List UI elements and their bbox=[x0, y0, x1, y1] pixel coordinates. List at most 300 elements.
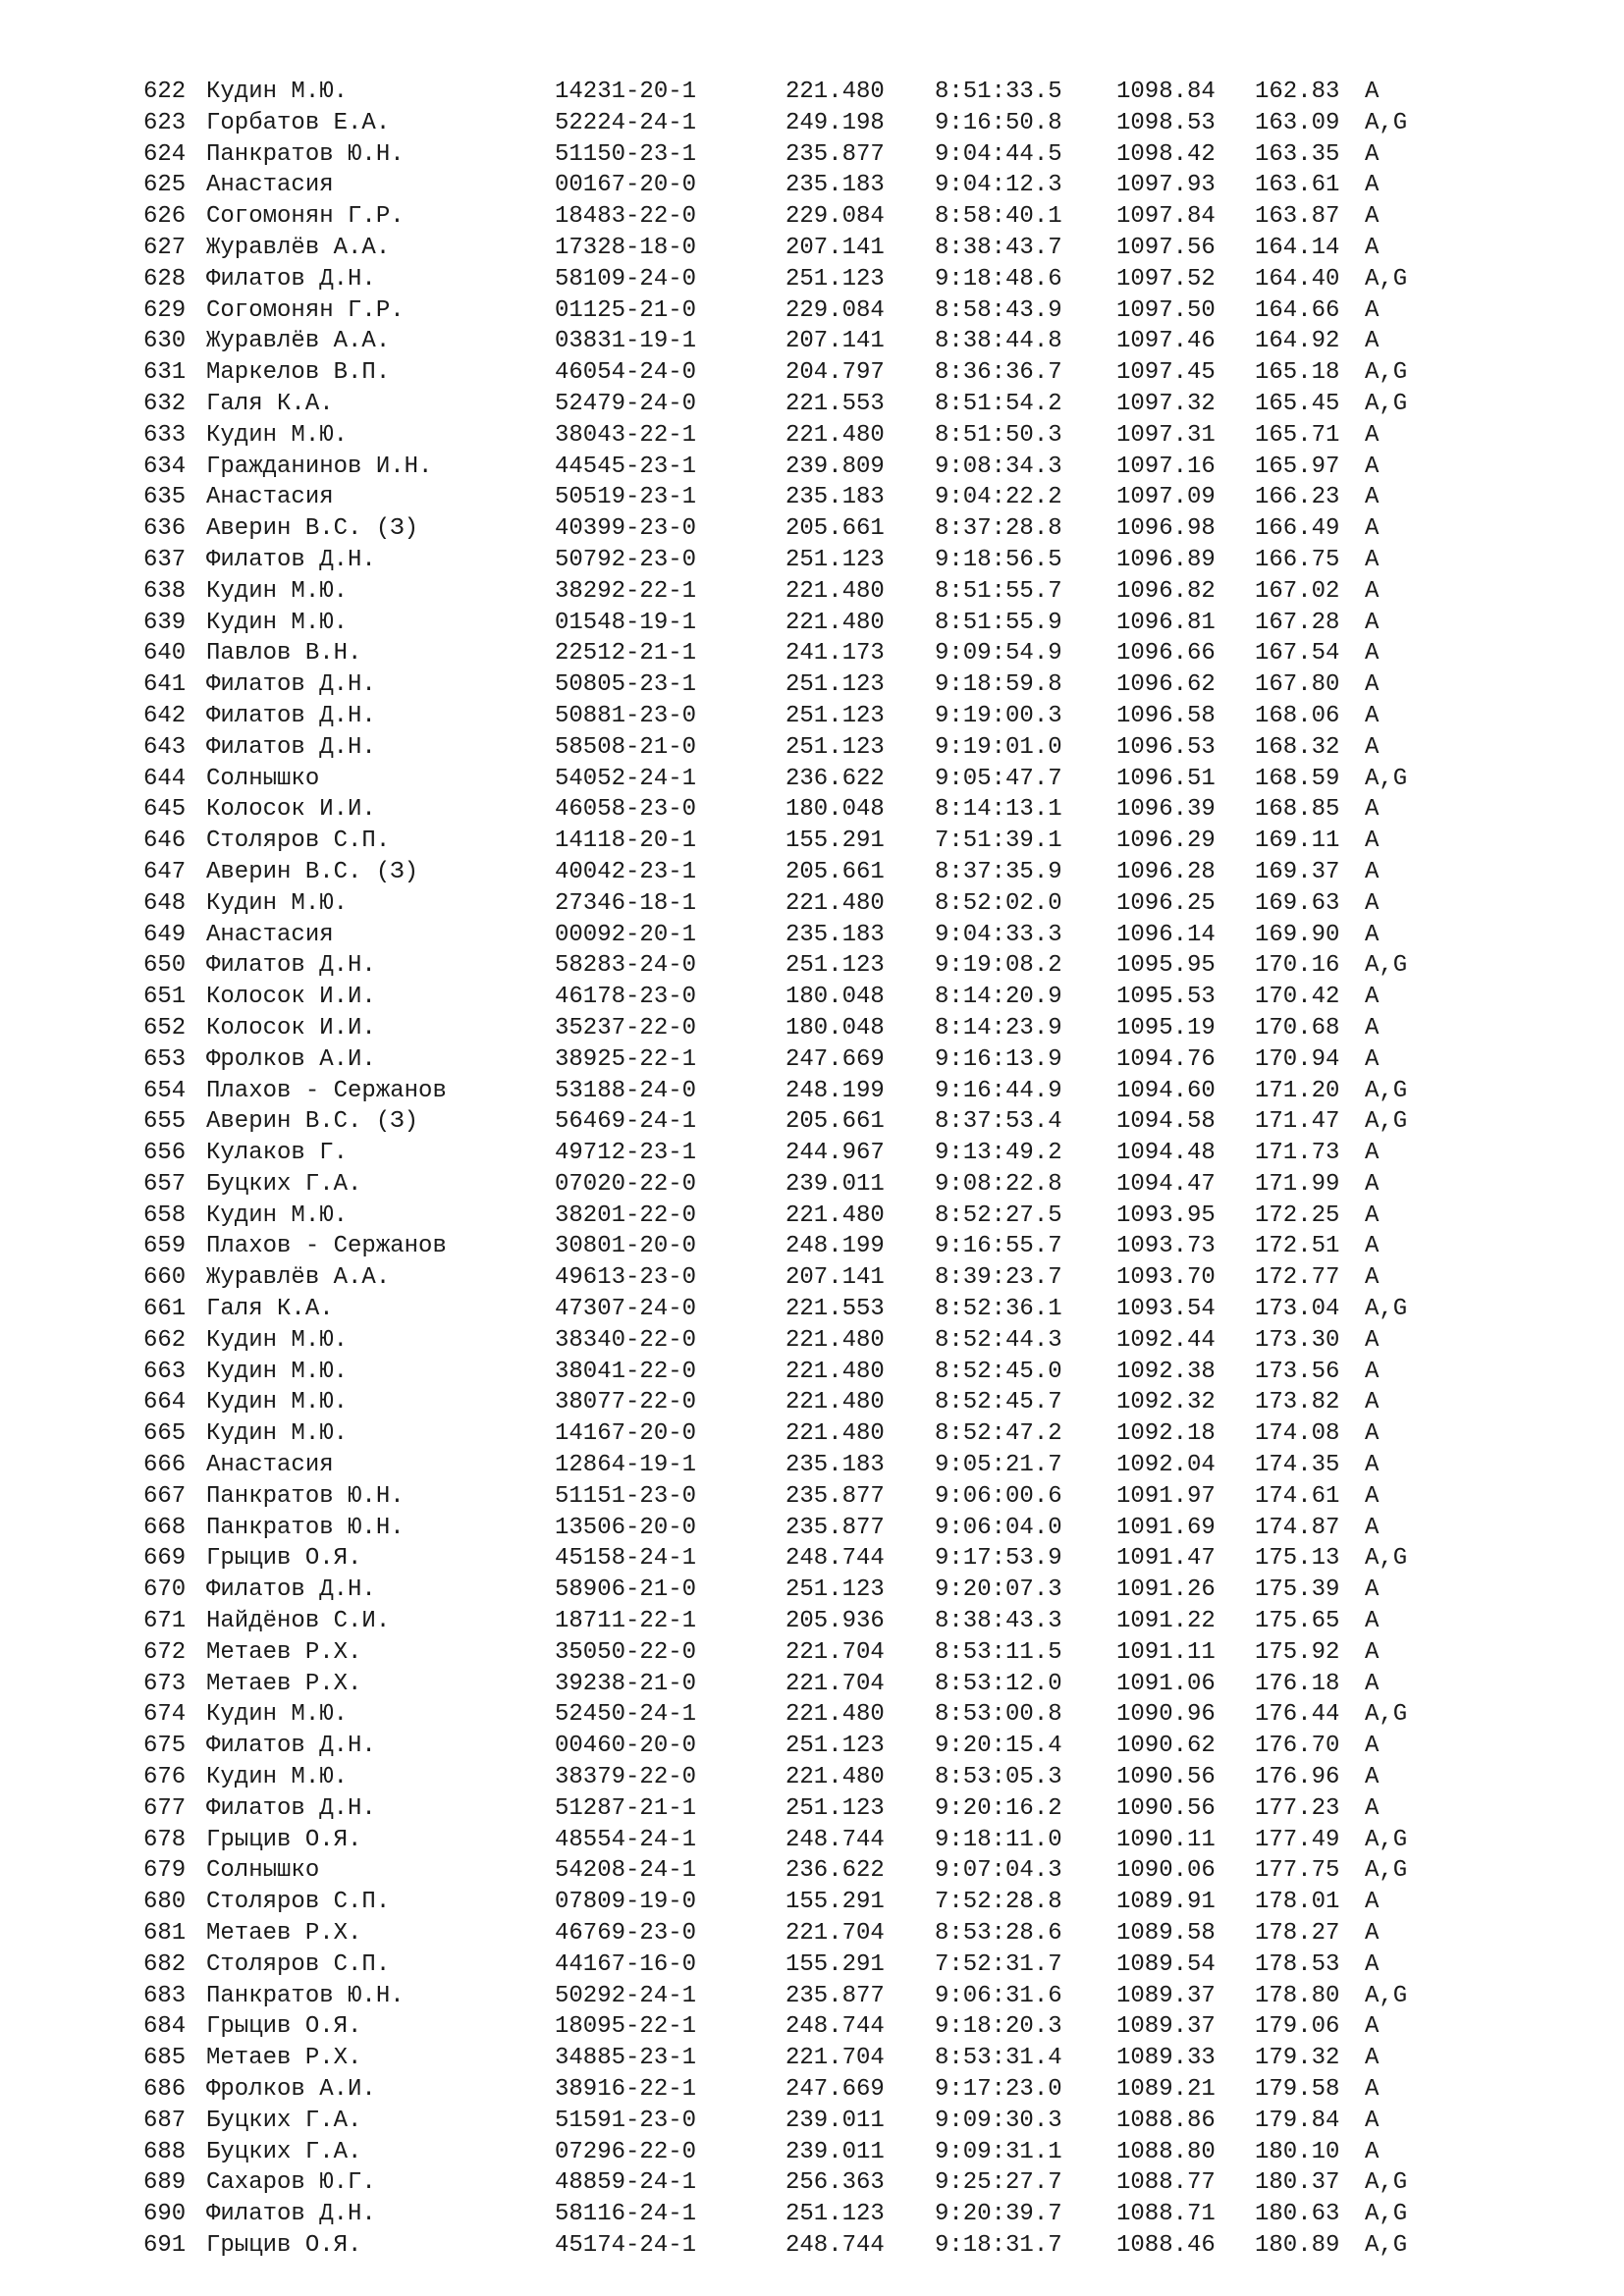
flags: A bbox=[1365, 1733, 1380, 1760]
row-number: 647 bbox=[143, 858, 187, 885]
speed: 1096.14 bbox=[1116, 921, 1216, 948]
coefficient: 168.59 bbox=[1255, 765, 1340, 792]
distance: 251.123 bbox=[785, 1794, 885, 1822]
coefficient: 167.80 bbox=[1255, 671, 1340, 699]
speed: 1091.97 bbox=[1116, 1482, 1216, 1510]
coefficient: 171.20 bbox=[1255, 1077, 1340, 1104]
fancier-name: Кудин М.Ю. bbox=[206, 1201, 349, 1229]
coefficient: 173.30 bbox=[1255, 1326, 1340, 1354]
flags: A,G bbox=[1365, 1826, 1408, 1853]
arrival-time: 9:05:21.7 bbox=[935, 1452, 1062, 1479]
ring-number: 39238-21-0 bbox=[555, 1670, 697, 1697]
fancier-name: Найдёнов С.И. bbox=[206, 1608, 391, 1635]
coefficient: 177.23 bbox=[1255, 1794, 1340, 1822]
ring-number: 22512-21-1 bbox=[555, 640, 697, 667]
arrival-time: 8:53:31.4 bbox=[935, 2045, 1062, 2072]
speed: 1089.37 bbox=[1116, 1982, 1216, 2009]
fancier-name: Грыцив О.Я. bbox=[206, 1826, 362, 1853]
flags: A bbox=[1365, 1764, 1380, 1791]
flags: A bbox=[1365, 1576, 1380, 1604]
distance: 155.291 bbox=[785, 1950, 885, 1978]
flags: A,G bbox=[1365, 1108, 1408, 1136]
fancier-name: Филатов Д.Н. bbox=[206, 546, 376, 573]
speed: 1090.56 bbox=[1116, 1794, 1216, 1822]
ring-number: 48554-24-1 bbox=[555, 1826, 697, 1853]
speed: 1096.82 bbox=[1116, 577, 1216, 605]
fancier-name: Плахов - Сержанов bbox=[206, 1233, 447, 1260]
row-number: 644 bbox=[143, 765, 187, 792]
ring-number: 51150-23-1 bbox=[555, 140, 697, 168]
row-number: 629 bbox=[143, 296, 187, 324]
flags: A bbox=[1365, 1045, 1380, 1073]
flags: A bbox=[1365, 234, 1380, 261]
coefficient: 172.25 bbox=[1255, 1201, 1340, 1229]
fancier-name: Кудин М.Ю. bbox=[206, 577, 349, 605]
distance: 249.198 bbox=[785, 109, 885, 136]
ring-number: 51287-21-1 bbox=[555, 1794, 697, 1822]
flags: A bbox=[1365, 546, 1380, 573]
row-number: 675 bbox=[143, 1733, 187, 1760]
ring-number: 40399-23-0 bbox=[555, 515, 697, 543]
speed: 1091.11 bbox=[1116, 1638, 1216, 1666]
coefficient: 163.35 bbox=[1255, 140, 1340, 168]
arrival-time: 8:52:02.0 bbox=[935, 889, 1062, 917]
row-number: 646 bbox=[143, 828, 187, 855]
row-number: 680 bbox=[143, 1889, 187, 1916]
distance: 247.669 bbox=[785, 2076, 885, 2103]
arrival-time: 8:51:54.2 bbox=[935, 390, 1062, 417]
row-number: 685 bbox=[143, 2045, 187, 2072]
coefficient: 174.87 bbox=[1255, 1514, 1340, 1541]
distance: 207.141 bbox=[785, 234, 885, 261]
speed: 1089.54 bbox=[1116, 1950, 1216, 1978]
ring-number: 07296-22-0 bbox=[555, 2138, 697, 2165]
coefficient: 174.61 bbox=[1255, 1482, 1340, 1510]
speed: 1095.95 bbox=[1116, 952, 1216, 980]
speed: 1093.54 bbox=[1116, 1296, 1216, 1323]
distance: 247.669 bbox=[785, 1045, 885, 1073]
flags: A bbox=[1365, 733, 1380, 761]
speed: 1096.98 bbox=[1116, 515, 1216, 543]
coefficient: 180.10 bbox=[1255, 2138, 1340, 2165]
coefficient: 178.80 bbox=[1255, 1982, 1340, 2009]
distance: 207.141 bbox=[785, 1264, 885, 1292]
speed: 1090.06 bbox=[1116, 1857, 1216, 1885]
arrival-time: 8:52:36.1 bbox=[935, 1296, 1062, 1323]
flags: A bbox=[1365, 1389, 1380, 1416]
arrival-time: 9:19:08.2 bbox=[935, 952, 1062, 980]
coefficient: 171.99 bbox=[1255, 1170, 1340, 1198]
ring-number: 38292-22-1 bbox=[555, 577, 697, 605]
flags: A,G bbox=[1365, 1296, 1408, 1323]
distance: 221.704 bbox=[785, 1670, 885, 1697]
distance: 221.480 bbox=[785, 1701, 885, 1729]
ring-number: 07809-19-0 bbox=[555, 1889, 697, 1916]
flags: A bbox=[1365, 2107, 1380, 2134]
speed: 1094.47 bbox=[1116, 1170, 1216, 1198]
flags: A bbox=[1365, 1233, 1380, 1260]
ring-number: 03831-19-1 bbox=[555, 328, 697, 355]
arrival-time: 9:20:16.2 bbox=[935, 1794, 1062, 1822]
distance: 251.123 bbox=[785, 702, 885, 729]
row-number: 635 bbox=[143, 484, 187, 511]
row-number: 671 bbox=[143, 1608, 187, 1635]
ring-number: 01125-21-0 bbox=[555, 296, 697, 324]
fancier-name: Кудин М.Ю. bbox=[206, 889, 349, 917]
flags: A bbox=[1365, 2076, 1380, 2103]
arrival-time: 8:14:20.9 bbox=[935, 984, 1062, 1011]
speed: 1097.09 bbox=[1116, 484, 1216, 511]
ring-number: 00092-20-1 bbox=[555, 921, 697, 948]
coefficient: 165.97 bbox=[1255, 453, 1340, 480]
distance: 251.123 bbox=[785, 2201, 885, 2228]
arrival-time: 8:51:55.7 bbox=[935, 577, 1062, 605]
row-number: 645 bbox=[143, 796, 187, 824]
fancier-name: Метаев Р.Х. bbox=[206, 1638, 362, 1666]
arrival-time: 9:17:23.0 bbox=[935, 2076, 1062, 2103]
distance: 235.877 bbox=[785, 1514, 885, 1541]
speed: 1097.46 bbox=[1116, 328, 1216, 355]
arrival-time: 8:37:53.4 bbox=[935, 1108, 1062, 1136]
flags: A bbox=[1365, 1950, 1380, 1978]
row-number: 664 bbox=[143, 1389, 187, 1416]
coefficient: 166.49 bbox=[1255, 515, 1340, 543]
flags: A bbox=[1365, 1358, 1380, 1385]
speed: 1098.53 bbox=[1116, 109, 1216, 136]
coefficient: 165.71 bbox=[1255, 421, 1340, 449]
coefficient: 167.54 bbox=[1255, 640, 1340, 667]
flags: A bbox=[1365, 515, 1380, 543]
arrival-time: 9:08:34.3 bbox=[935, 453, 1062, 480]
arrival-time: 9:09:54.9 bbox=[935, 640, 1062, 667]
arrival-time: 8:58:40.1 bbox=[935, 203, 1062, 231]
flags: A bbox=[1365, 1482, 1380, 1510]
distance: 229.084 bbox=[785, 296, 885, 324]
flags: A bbox=[1365, 1014, 1380, 1041]
arrival-time: 8:38:43.3 bbox=[935, 1608, 1062, 1635]
distance: 248.199 bbox=[785, 1233, 885, 1260]
distance: 235.877 bbox=[785, 1482, 885, 1510]
distance: 221.480 bbox=[785, 1358, 885, 1385]
fancier-name: Колосок И.И. bbox=[206, 1014, 376, 1041]
flags: A bbox=[1365, 1608, 1380, 1635]
arrival-time: 8:51:50.3 bbox=[935, 421, 1062, 449]
coefficient: 165.45 bbox=[1255, 390, 1340, 417]
fancier-name: Кудин М.Ю. bbox=[206, 1326, 349, 1354]
distance: 248.744 bbox=[785, 2013, 885, 2041]
ring-number: 35237-22-0 bbox=[555, 1014, 697, 1041]
speed: 1090.11 bbox=[1116, 1826, 1216, 1853]
flags: A bbox=[1365, 1670, 1380, 1697]
speed: 1098.84 bbox=[1116, 79, 1216, 105]
flags: A bbox=[1365, 1638, 1380, 1666]
distance: 180.048 bbox=[785, 984, 885, 1011]
row-number: 651 bbox=[143, 984, 187, 1011]
row-number: 627 bbox=[143, 234, 187, 261]
ring-number: 46769-23-0 bbox=[555, 1920, 697, 1948]
row-number: 660 bbox=[143, 1264, 187, 1292]
arrival-time: 9:18:31.7 bbox=[935, 2231, 1062, 2259]
flags: A bbox=[1365, 140, 1380, 168]
row-number: 684 bbox=[143, 2013, 187, 2041]
speed: 1096.89 bbox=[1116, 546, 1216, 573]
ring-number: 46058-23-0 bbox=[555, 796, 697, 824]
ring-number: 58906-21-0 bbox=[555, 1576, 697, 1604]
distance: 251.123 bbox=[785, 1576, 885, 1604]
flags: A bbox=[1365, 79, 1380, 105]
flags: A,G bbox=[1365, 952, 1408, 980]
flags: A bbox=[1365, 172, 1380, 199]
flags: A bbox=[1365, 2045, 1380, 2072]
ring-number: 47307-24-0 bbox=[555, 1296, 697, 1323]
coefficient: 169.37 bbox=[1255, 858, 1340, 885]
ring-number: 35050-22-0 bbox=[555, 1638, 697, 1666]
ring-number: 58283-24-0 bbox=[555, 952, 697, 980]
speed: 1098.42 bbox=[1116, 140, 1216, 168]
speed: 1097.32 bbox=[1116, 390, 1216, 417]
fancier-name: Галя К.А. bbox=[206, 1296, 334, 1323]
row-number: 682 bbox=[143, 1950, 187, 1978]
coefficient: 180.89 bbox=[1255, 2231, 1340, 2259]
flags: A bbox=[1365, 640, 1380, 667]
ring-number: 45174-24-1 bbox=[555, 2231, 697, 2259]
flags: A bbox=[1365, 1326, 1380, 1354]
flags: A,G bbox=[1365, 1982, 1408, 2009]
flags: A,G bbox=[1365, 2169, 1408, 2197]
fancier-name: Гражданинов И.Н. bbox=[206, 453, 433, 480]
row-number: 656 bbox=[143, 1140, 187, 1167]
row-number: 654 bbox=[143, 1077, 187, 1104]
row-number: 649 bbox=[143, 921, 187, 948]
fancier-name: Галя К.А. bbox=[206, 390, 334, 417]
row-number: 665 bbox=[143, 1420, 187, 1448]
flags: A bbox=[1365, 1452, 1380, 1479]
fancier-name: Аверин В.С. (З) bbox=[206, 858, 419, 885]
coefficient: 164.40 bbox=[1255, 265, 1340, 293]
distance: 235.183 bbox=[785, 484, 885, 511]
coefficient: 178.27 bbox=[1255, 1920, 1340, 1948]
ring-number: 38077-22-0 bbox=[555, 1389, 697, 1416]
row-number: 633 bbox=[143, 421, 187, 449]
ring-number: 58116-24-1 bbox=[555, 2201, 697, 2228]
row-number: 648 bbox=[143, 889, 187, 917]
distance: 180.048 bbox=[785, 796, 885, 824]
flags: A bbox=[1365, 1514, 1380, 1541]
arrival-time: 7:52:28.8 bbox=[935, 1889, 1062, 1916]
distance: 229.084 bbox=[785, 203, 885, 231]
coefficient: 174.08 bbox=[1255, 1420, 1340, 1448]
speed: 1097.45 bbox=[1116, 359, 1216, 387]
speed: 1088.46 bbox=[1116, 2231, 1216, 2259]
coefficient: 164.92 bbox=[1255, 328, 1340, 355]
arrival-time: 8:39:23.7 bbox=[935, 1264, 1062, 1292]
speed: 1092.32 bbox=[1116, 1389, 1216, 1416]
row-number: 666 bbox=[143, 1452, 187, 1479]
arrival-time: 7:51:39.1 bbox=[935, 828, 1062, 855]
speed: 1091.22 bbox=[1116, 1608, 1216, 1635]
arrival-time: 8:38:43.7 bbox=[935, 234, 1062, 261]
arrival-time: 8:37:35.9 bbox=[935, 858, 1062, 885]
fancier-name: Грыцив О.Я. bbox=[206, 2013, 362, 2041]
fancier-name: Столяров С.П. bbox=[206, 1950, 391, 1978]
ring-number: 00460-20-0 bbox=[555, 1733, 697, 1760]
arrival-time: 8:14:13.1 bbox=[935, 796, 1062, 824]
ring-number: 30801-20-0 bbox=[555, 1233, 697, 1260]
speed: 1088.77 bbox=[1116, 2169, 1216, 2197]
ring-number: 00167-20-0 bbox=[555, 172, 697, 199]
row-number: 640 bbox=[143, 640, 187, 667]
coefficient: 175.39 bbox=[1255, 1576, 1340, 1604]
flags: A bbox=[1365, 577, 1380, 605]
coefficient: 167.28 bbox=[1255, 609, 1340, 636]
ring-number: 14231-20-1 bbox=[555, 79, 697, 105]
distance: 205.936 bbox=[785, 1608, 885, 1635]
speed: 1089.91 bbox=[1116, 1889, 1216, 1916]
fancier-name: Буцких Г.А. bbox=[206, 1170, 362, 1198]
arrival-time: 9:04:44.5 bbox=[935, 140, 1062, 168]
speed: 1089.58 bbox=[1116, 1920, 1216, 1948]
ring-number: 49613-23-0 bbox=[555, 1264, 697, 1292]
arrival-time: 8:37:28.8 bbox=[935, 515, 1062, 543]
arrival-time: 8:51:33.5 bbox=[935, 79, 1062, 105]
coefficient: 171.73 bbox=[1255, 1140, 1340, 1167]
speed: 1092.38 bbox=[1116, 1358, 1216, 1385]
coefficient: 170.42 bbox=[1255, 984, 1340, 1011]
arrival-time: 9:13:49.2 bbox=[935, 1140, 1062, 1167]
fancier-name: Панкратов Ю.Н. bbox=[206, 1982, 405, 2009]
distance: 221.553 bbox=[785, 1296, 885, 1323]
distance: 221.480 bbox=[785, 577, 885, 605]
distance: 205.661 bbox=[785, 515, 885, 543]
ring-number: 56469-24-1 bbox=[555, 1108, 697, 1136]
distance: 251.123 bbox=[785, 671, 885, 699]
arrival-time: 9:18:56.5 bbox=[935, 546, 1062, 573]
arrival-time: 9:04:22.2 bbox=[935, 484, 1062, 511]
flags: A bbox=[1365, 453, 1380, 480]
arrival-time: 8:36:36.7 bbox=[935, 359, 1062, 387]
row-number: 628 bbox=[143, 265, 187, 293]
ring-number: 12864-19-1 bbox=[555, 1452, 697, 1479]
flags: A bbox=[1365, 921, 1380, 948]
row-number: 676 bbox=[143, 1764, 187, 1791]
speed: 1090.96 bbox=[1116, 1701, 1216, 1729]
distance: 235.877 bbox=[785, 140, 885, 168]
distance: 221.704 bbox=[785, 2045, 885, 2072]
row-number: 653 bbox=[143, 1045, 187, 1073]
flags: A,G bbox=[1365, 1857, 1408, 1885]
row-number: 634 bbox=[143, 453, 187, 480]
speed: 1092.04 bbox=[1116, 1452, 1216, 1479]
fancier-name: Согомонян Г.Р. bbox=[206, 296, 405, 324]
fancier-name: Маркелов В.П. bbox=[206, 359, 391, 387]
ring-number: 52450-24-1 bbox=[555, 1701, 697, 1729]
flags: A,G bbox=[1365, 1545, 1408, 1573]
fancier-name: Горбатов Е.А. bbox=[206, 109, 391, 136]
speed: 1089.21 bbox=[1116, 2076, 1216, 2103]
distance: 221.704 bbox=[785, 1920, 885, 1948]
fancier-name: Филатов Д.Н. bbox=[206, 1794, 376, 1822]
distance: 204.797 bbox=[785, 359, 885, 387]
speed: 1092.18 bbox=[1116, 1420, 1216, 1448]
flags: A bbox=[1365, 1420, 1380, 1448]
arrival-time: 9:20:07.3 bbox=[935, 1576, 1062, 1604]
ring-number: 50881-23-0 bbox=[555, 702, 697, 729]
ring-number: 54052-24-1 bbox=[555, 765, 697, 792]
ring-number: 50519-23-1 bbox=[555, 484, 697, 511]
speed: 1097.50 bbox=[1116, 296, 1216, 324]
ring-number: 50792-23-0 bbox=[555, 546, 697, 573]
row-number: 643 bbox=[143, 733, 187, 761]
coefficient: 179.84 bbox=[1255, 2107, 1340, 2134]
coefficient: 172.77 bbox=[1255, 1264, 1340, 1292]
ring-number: 58508-21-0 bbox=[555, 733, 697, 761]
row-number: 678 bbox=[143, 1826, 187, 1853]
distance: 221.480 bbox=[785, 889, 885, 917]
distance: 236.622 bbox=[785, 765, 885, 792]
distance: 251.123 bbox=[785, 733, 885, 761]
arrival-time: 9:08:22.8 bbox=[935, 1170, 1062, 1198]
fancier-name: Кудин М.Ю. bbox=[206, 1420, 349, 1448]
ring-number: 38925-22-1 bbox=[555, 1045, 697, 1073]
coefficient: 179.32 bbox=[1255, 2045, 1340, 2072]
distance: 251.123 bbox=[785, 952, 885, 980]
ring-number: 54208-24-1 bbox=[555, 1857, 697, 1885]
distance: 221.480 bbox=[785, 421, 885, 449]
arrival-time: 9:17:53.9 bbox=[935, 1545, 1062, 1573]
arrival-time: 8:38:44.8 bbox=[935, 328, 1062, 355]
row-number: 683 bbox=[143, 1982, 187, 2009]
speed: 1088.71 bbox=[1116, 2201, 1216, 2228]
coefficient: 172.51 bbox=[1255, 1233, 1340, 1260]
coefficient: 168.85 bbox=[1255, 796, 1340, 824]
speed: 1096.39 bbox=[1116, 796, 1216, 824]
fancier-name: Панкратов Ю.Н. bbox=[206, 1514, 405, 1541]
row-number: 630 bbox=[143, 328, 187, 355]
coefficient: 176.18 bbox=[1255, 1670, 1340, 1697]
distance: 239.809 bbox=[785, 453, 885, 480]
flags: A bbox=[1365, 1170, 1380, 1198]
arrival-time: 9:16:55.7 bbox=[935, 1233, 1062, 1260]
speed: 1097.93 bbox=[1116, 172, 1216, 199]
coefficient: 176.96 bbox=[1255, 1764, 1340, 1791]
distance: 221.480 bbox=[785, 609, 885, 636]
row-number: 626 bbox=[143, 203, 187, 231]
fancier-name: Аверин В.С. (З) bbox=[206, 1108, 419, 1136]
fancier-name: Согомонян Г.Р. bbox=[206, 203, 405, 231]
coefficient: 180.37 bbox=[1255, 2169, 1340, 2197]
flags: A bbox=[1365, 2013, 1380, 2041]
arrival-time: 8:53:11.5 bbox=[935, 1638, 1062, 1666]
fancier-name: Фролков А.И. bbox=[206, 2076, 376, 2103]
coefficient: 177.75 bbox=[1255, 1857, 1340, 1885]
arrival-time: 9:18:59.8 bbox=[935, 671, 1062, 699]
ring-number: 51591-23-0 bbox=[555, 2107, 697, 2134]
row-number: 667 bbox=[143, 1482, 187, 1510]
fancier-name: Анастасия bbox=[206, 921, 334, 948]
coefficient: 173.56 bbox=[1255, 1358, 1340, 1385]
fancier-name: Буцких Г.А. bbox=[206, 2107, 362, 2134]
flags: A bbox=[1365, 984, 1380, 1011]
coefficient: 170.16 bbox=[1255, 952, 1340, 980]
coefficient: 178.53 bbox=[1255, 1950, 1340, 1978]
distance: 205.661 bbox=[785, 858, 885, 885]
flags: A bbox=[1365, 858, 1380, 885]
flags: A,G bbox=[1365, 109, 1408, 136]
arrival-time: 9:18:11.0 bbox=[935, 1826, 1062, 1853]
speed: 1094.48 bbox=[1116, 1140, 1216, 1167]
ring-number: 34885-23-1 bbox=[555, 2045, 697, 2072]
speed: 1096.81 bbox=[1116, 609, 1216, 636]
